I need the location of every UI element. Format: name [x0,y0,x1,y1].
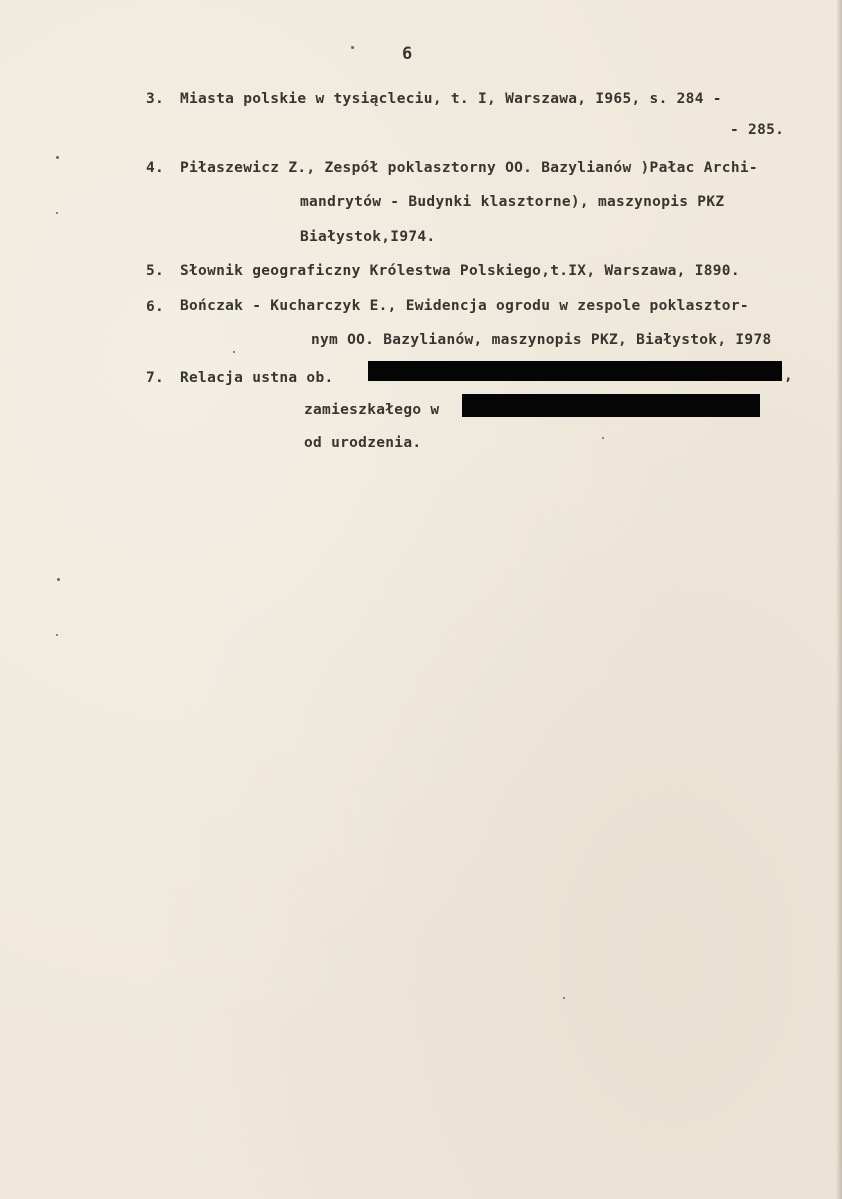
reference-4-line-3: Białystok,I974. [300,229,436,245]
redaction-bar [462,394,760,417]
reference-7-trailing-comma: , [784,368,794,384]
reference-5-line-1: Słownik geograficzny Królestwa Polskiego,t.IX, Warszawa, I890. [180,263,740,279]
reference-7-line-1: Relacja ustna ob. [180,370,334,386]
reference-6-line-1: Bończak - Kucharczyk E., Ewidencja ogrodu w zespole poklasztor- [180,298,749,314]
reference-7-number: 7. [146,370,165,386]
reference-3-line-2: - 285. [730,122,785,138]
paper-speck [602,437,604,439]
reference-7-line-3: od urodzenia. [304,435,422,451]
paper-speck [351,46,354,49]
reference-6-line-2: nym OO. Bazylianów, maszynopis PKZ, Białystok, I978 [311,332,772,348]
reference-5-number: 5. [146,263,165,279]
paper-speck [563,997,565,999]
reference-3-number: 3. [146,91,165,107]
reference-4-line-2: mandrytów - Budynki klasztorne), maszynopis PKZ [300,194,725,210]
paper-speck [233,351,235,353]
reference-4-number: 4. [146,160,165,176]
reference-4-line-1: Piłaszewicz Z., Zespół poklasztorny OO. Bazylianów )Pałac Archi- [180,160,758,176]
reference-3-line-1: Miasta polskie w tysiącleciu, t. I, Warszawa, I965, s. 284 - [180,91,722,107]
paper-speck [56,634,58,636]
paper-speck [56,212,58,214]
redaction-bar [368,361,782,381]
paper-speck [57,578,60,581]
page-edge-shadow [836,0,842,1199]
reference-6-number: 6. [146,299,165,315]
reference-7-line-2: zamieszkałego w [304,402,440,418]
paper-speck [56,156,59,159]
page-number: 6 [402,44,413,64]
